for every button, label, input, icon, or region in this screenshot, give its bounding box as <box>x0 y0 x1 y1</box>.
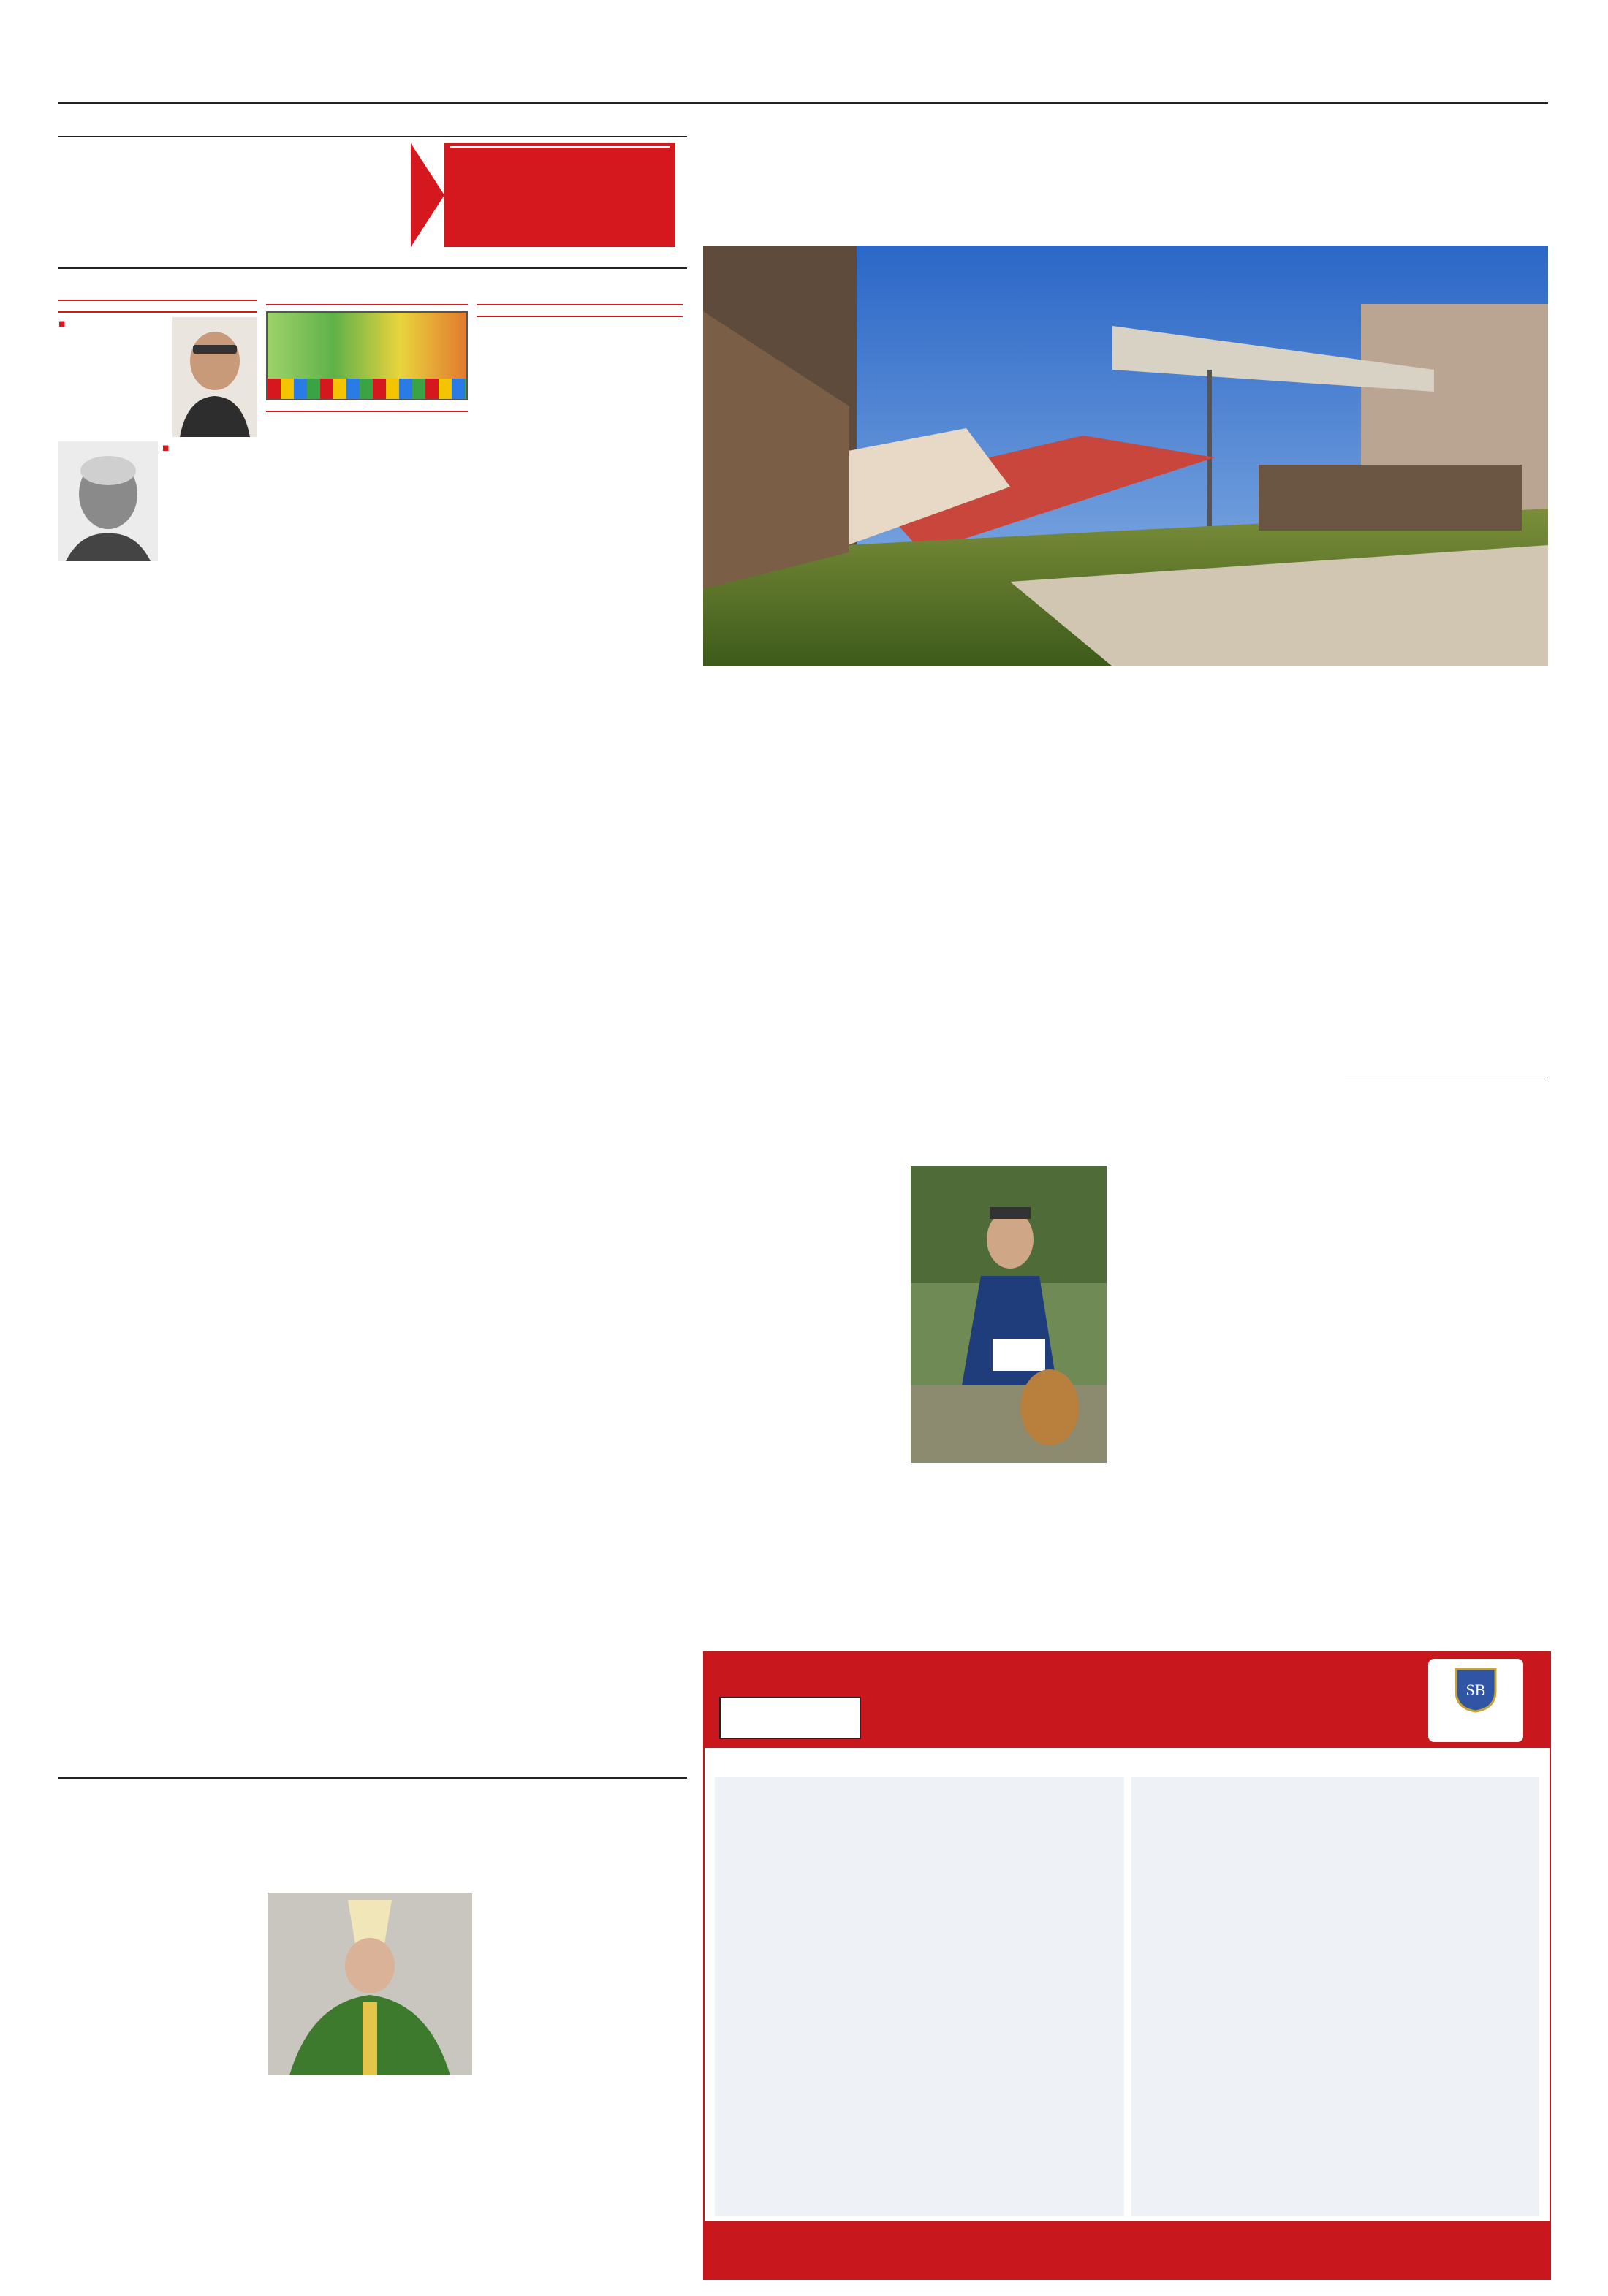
bishop-photo <box>268 1893 472 2075</box>
column-telefon <box>58 294 257 561</box>
masthead-rule <box>58 102 1548 104</box>
freizeit-heading <box>266 303 468 305</box>
impressum <box>1345 1077 1548 1084</box>
krombacher-logo <box>719 1697 861 1739</box>
column-museen <box>266 294 468 417</box>
mv-logo-text <box>1345 1077 1548 1079</box>
sommerdeck-photo <box>703 246 1548 666</box>
brauhaus-crest <box>1428 1659 1523 1742</box>
kultur-comedy <box>58 317 168 437</box>
telefon-heading <box>58 298 257 301</box>
mittag-footer <box>705 2221 1550 2278</box>
bereitschaft-heading <box>477 303 683 305</box>
mittag-left-list <box>715 1777 1124 2216</box>
music-body-b <box>911 1497 1314 1643</box>
sonstiges-heading <box>266 409 468 412</box>
svg-text:SB: SB <box>1465 1681 1486 1699</box>
column-bereitschaft <box>477 294 683 322</box>
rheine-bleibt-bunt-banner <box>266 311 468 400</box>
mittag-tagline <box>705 1752 1550 1768</box>
kabarett-photo <box>58 441 158 561</box>
crest-icon <box>1450 1663 1501 1714</box>
comedian-photo <box>172 317 257 437</box>
arrow-icon <box>411 143 444 247</box>
kultur-kabarett <box>162 441 257 561</box>
mittag-header <box>705 1653 1550 1748</box>
musician-photo <box>911 1166 1107 1463</box>
lead-body <box>703 700 1548 1087</box>
kultur-heading <box>58 310 257 313</box>
mittagstisch-ad <box>703 1651 1551 2280</box>
tipp-box <box>444 143 675 247</box>
mittag-right-list <box>1131 1777 1539 2216</box>
masthead-issue <box>58 60 68 72</box>
himmel-heading <box>477 314 683 317</box>
